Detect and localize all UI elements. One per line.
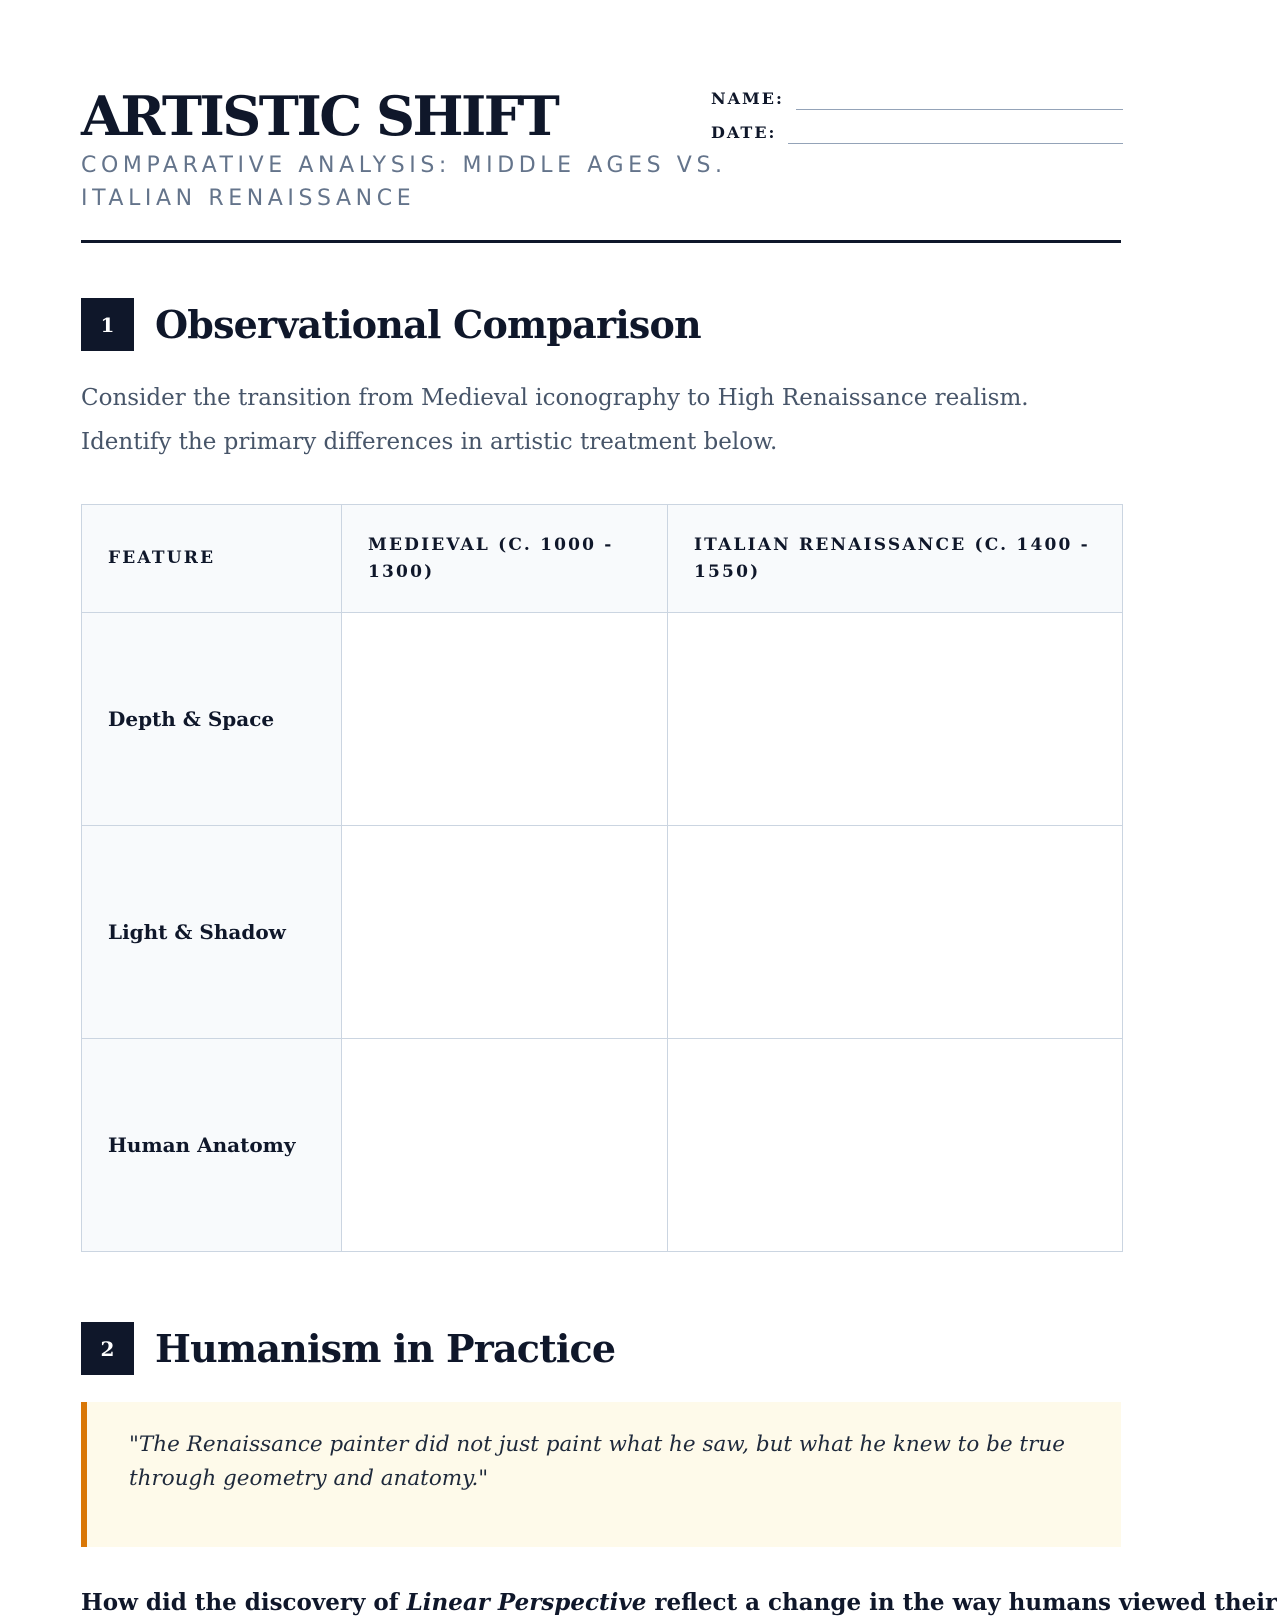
comparison-table	[81, 504, 1123, 1252]
document-subtitle: COMPARATIVE ANALYSIS: MIDDLE AGES VS. ITALIAN RENAISSANCE	[81, 153, 727, 211]
feature-label-depth: Depth & Space	[82, 613, 342, 826]
answer-cell-renaissance[interactable]	[668, 613, 1123, 826]
student-info-fields	[711, 80, 1123, 148]
feature-label-light: Light & Shadow	[82, 826, 342, 1039]
question-suffix: reflect a change in the way humans viewed their	[646, 1589, 1277, 1616]
section-title: Humanism in Practice	[155, 1326, 616, 1371]
quote-callout	[81, 1402, 1121, 1547]
table-header-row	[82, 505, 1123, 613]
column-header-renaissance: ITALIAN RENAISSANCE (C. 1400 - 1550)	[668, 505, 1123, 613]
answer-cell-renaissance[interactable]	[668, 1039, 1123, 1252]
question-prefix: How did the discovery of	[81, 1589, 407, 1616]
name-label: NAME:	[711, 89, 784, 108]
header-divider	[81, 240, 1121, 243]
column-header-medieval: MEDIEVAL (C. 1000 - 1300)	[342, 505, 668, 613]
answer-cell-medieval[interactable]	[342, 613, 668, 826]
section-1-heading	[81, 298, 701, 351]
worksheet-header	[81, 0, 1121, 245]
table-row	[82, 613, 1123, 826]
column-header-feature: FEATURE	[82, 505, 342, 613]
answer-cell-medieval[interactable]	[342, 826, 668, 1039]
section-1-instructions: Consider the transition from Medieval iconography to High Renaissance realism. Identify the primary differences in artistic treatment below.	[81, 385, 1029, 455]
answer-cell-medieval[interactable]	[342, 1039, 668, 1252]
document-title: ARTISTIC SHIFT	[81, 84, 558, 148]
section-number-badge: 2	[81, 1322, 134, 1375]
date-label: DATE:	[711, 123, 777, 142]
section-2-heading	[81, 1322, 615, 1375]
section-title: Observational Comparison	[155, 302, 701, 347]
answer-cell-renaissance[interactable]	[668, 826, 1123, 1039]
feature-label-anatomy: Human Anatomy	[82, 1039, 342, 1252]
table-row	[82, 1039, 1123, 1252]
name-field[interactable]	[796, 87, 1123, 110]
section-number-badge: 1	[81, 298, 134, 351]
quote-text: "The Renaissance painter did not just paint what he saw, but what he knew to be true through geometry and anatomy."	[129, 1432, 1065, 1491]
name-field-row	[711, 80, 1123, 114]
date-field[interactable]	[788, 121, 1123, 144]
table-row	[82, 826, 1123, 1039]
question-emphasis: Linear Perspective	[406, 1589, 647, 1616]
question-prompt	[81, 1587, 1277, 1619]
date-field-row	[711, 114, 1123, 148]
worksheet-page	[81, 0, 1277, 1616]
